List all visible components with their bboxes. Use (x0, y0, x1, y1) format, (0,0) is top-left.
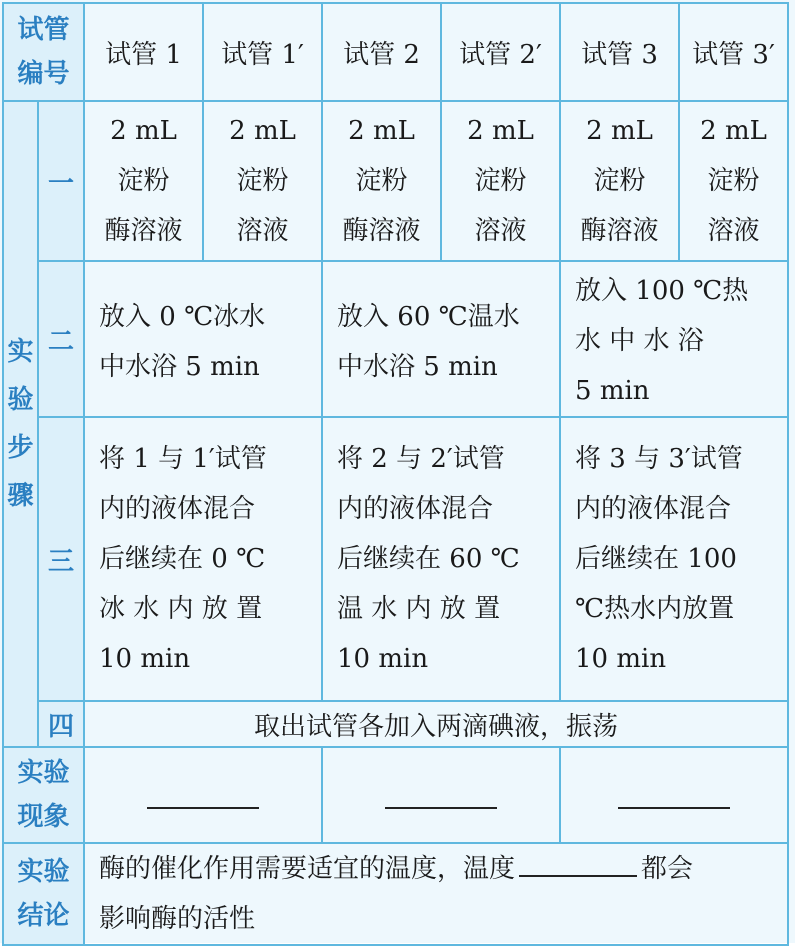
steps-label-char: 实 (7, 337, 34, 367)
step-number: 三 (38, 417, 84, 701)
step-row-4 (3, 701, 788, 747)
step4-instruction: 取出试管各加入两滴碘液，振荡 (84, 701, 788, 747)
reagent-cell: 2 mL 淀粉 酶溶液 (84, 101, 203, 261)
phenomenon-label: 实验 现象 (3, 747, 84, 843)
step-number: 二 (38, 261, 84, 417)
header-label-line1: 试管 (17, 15, 70, 45)
step-row-2 (3, 261, 788, 417)
tube-header: 试管 3 (560, 3, 679, 101)
conclusion-text (84, 843, 788, 945)
phenomenon-answer-blank[interactable] (84, 747, 322, 843)
procedure-cell: 将 2 与 2′试管 内的液体混合 后继续在 60 ℃ 温 水 内 放 置 10 min (322, 417, 560, 701)
conclusion-text-line2: 影响酶的活性 (99, 904, 256, 934)
conclusion-text-before: 酶的催化作用需要适宜的温度，温度 (99, 854, 516, 884)
tube-header: 试管 3′ (679, 3, 788, 101)
reagent-cell: 2 mL 淀粉 酶溶液 (560, 101, 679, 261)
phenomenon-row (3, 747, 788, 843)
step-row-1 (3, 101, 788, 261)
reagent-cell: 2 mL 淀粉 酶溶液 (322, 101, 441, 261)
conclusion-answer-blank[interactable] (519, 849, 637, 877)
tube-header: 试管 2′ (441, 3, 560, 101)
phenomenon-answer-blank[interactable] (560, 747, 788, 843)
reagent-cell: 2 mL 淀粉 溶液 (679, 101, 788, 261)
steps-label-char: 步 (7, 433, 34, 463)
step-number: 一 (38, 101, 84, 261)
steps-label-char: 验 (7, 385, 34, 415)
steps-label-char: 骤 (7, 481, 34, 511)
condition-cell: 放入 60 ℃温水 中水浴 5 min (322, 261, 560, 417)
step-number: 四 (38, 701, 84, 747)
steps-label (3, 101, 38, 747)
condition-cell: 放入 100 ℃热 水 中 水 浴 5 min (560, 261, 788, 417)
conclusion-label: 实验 结论 (3, 843, 84, 945)
reagent-cell: 2 mL 淀粉 溶液 (203, 101, 322, 261)
conclusion-row (3, 843, 788, 945)
procedure-cell: 将 3 与 3′试管 内的液体混合 后继续在 100 ℃热水内放置 10 min (560, 417, 788, 701)
tube-header: 试管 2 (322, 3, 441, 101)
reagent-cell: 2 mL 淀粉 溶液 (441, 101, 560, 261)
header-row (3, 3, 788, 101)
condition-cell: 放入 0 ℃冰水 中水浴 5 min (84, 261, 322, 417)
experiment-table (2, 2, 789, 946)
procedure-cell: 将 1 与 1′试管 内的液体混合 后继续在 0 ℃ 冰 水 内 放 置 10 min (84, 417, 322, 701)
tube-header: 试管 1′ (203, 3, 322, 101)
conclusion-text-after: 都会 (641, 854, 694, 884)
tube-header: 试管 1 (84, 3, 203, 101)
step-row-3 (3, 417, 788, 701)
tube-number-header (3, 3, 84, 101)
phenomenon-answer-blank[interactable] (322, 747, 560, 843)
header-label-line2: 编号 (17, 59, 70, 89)
